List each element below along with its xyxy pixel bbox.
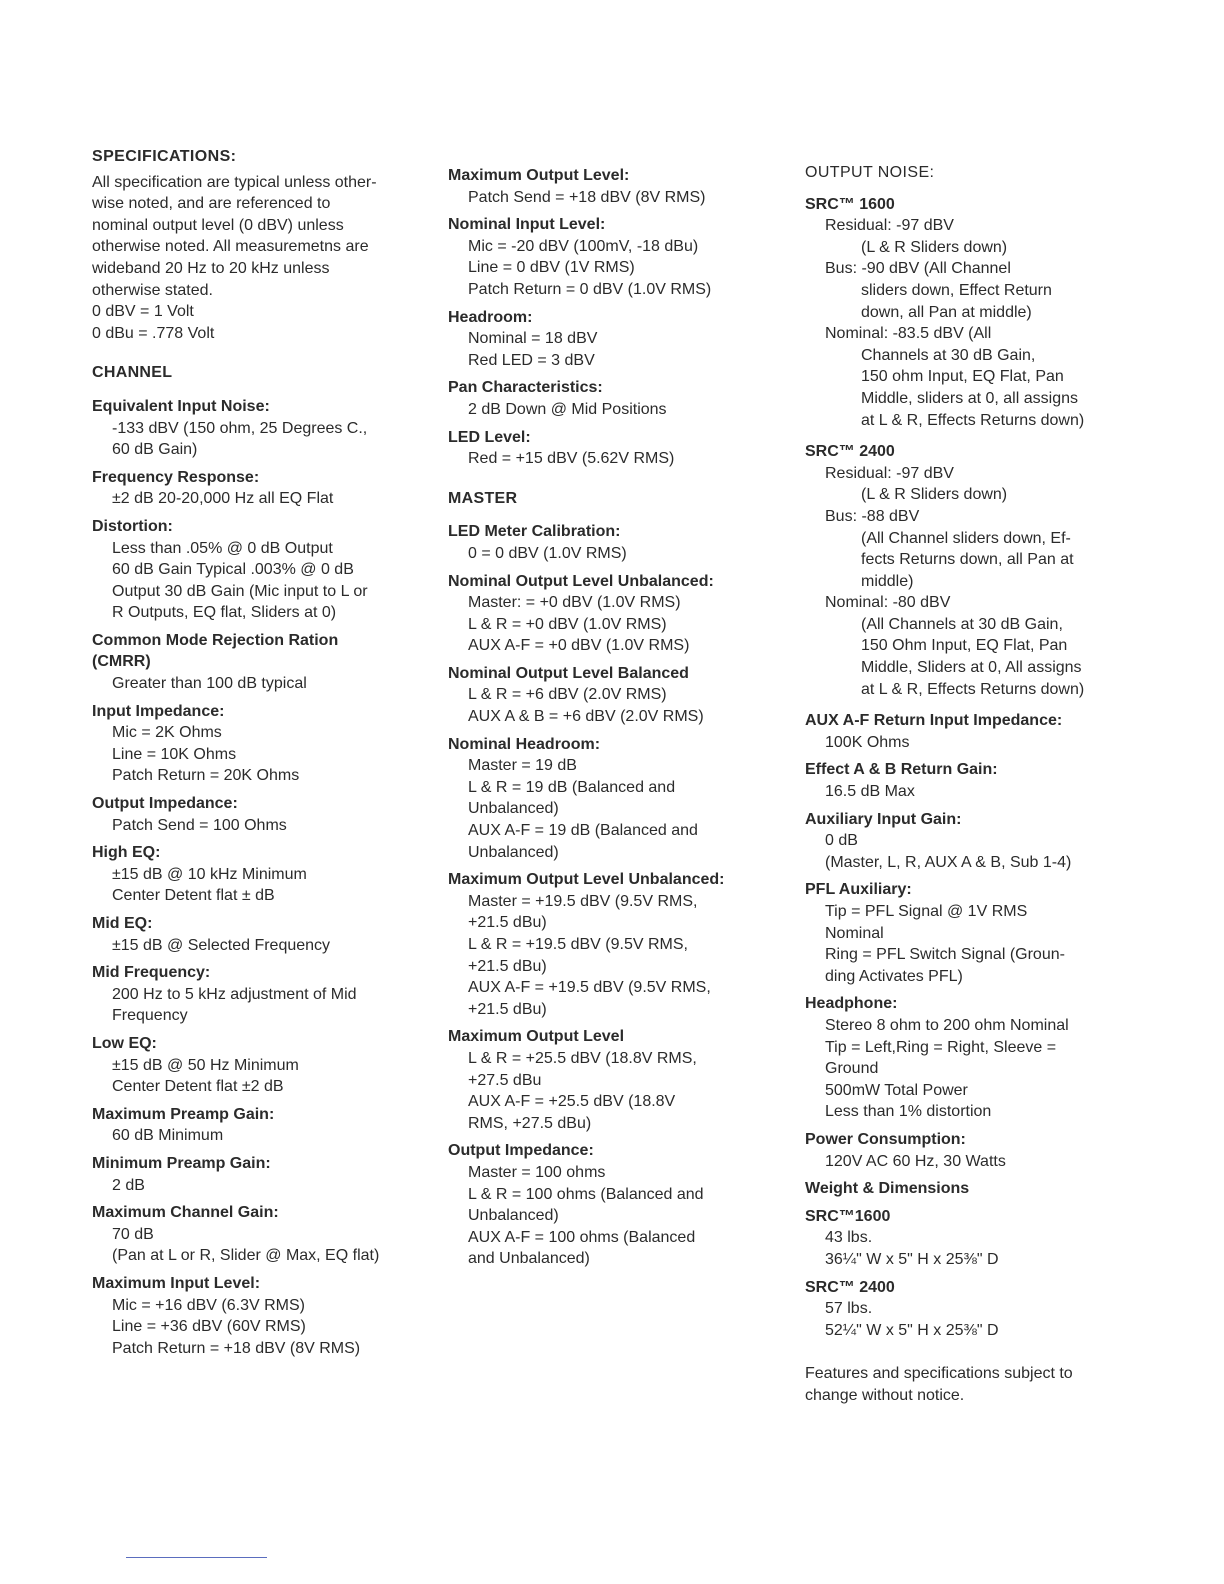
spec-heading: Maximum Preamp Gain: [92, 1105, 275, 1123]
spec-line: Unbalanced) [468, 800, 559, 818]
spec-line: AUX A-F = +0 dBV (1.0V RMS) [468, 637, 690, 655]
spec-heading: Distortion: [92, 517, 173, 535]
spec-section [92, 962, 437, 1027]
spec-heading: PFL Auxiliary: [805, 881, 912, 899]
spec-line: Patch Return = 20K Ohms [112, 767, 300, 785]
noise-line: middle) [861, 572, 914, 590]
column-1 [92, 146, 437, 1365]
spec-line: 57 lbs. [825, 1300, 873, 1318]
specifications-title: SPECIFICATIONS: [92, 148, 237, 165]
noise-line: Nominal: -83.5 dBV (All [825, 325, 992, 343]
spec-line: AUX A-F = +19.5 dBV (9.5V RMS, [468, 979, 711, 997]
spec-heading: Maximum Channel Gain: [92, 1204, 279, 1222]
spec-line: 52¼" W x 5" H x 25⅜" D [825, 1321, 999, 1339]
spec-line: Nominal = 18 dBV [468, 330, 598, 348]
spec-line: +27.5 dBu [468, 1071, 542, 1089]
spec-section [805, 1206, 1135, 1271]
intro-paragraph [92, 172, 437, 345]
noise-line: fects Returns down, all Pan at [861, 551, 1074, 569]
intro-line: 0 dBu = .778 Volt [92, 324, 215, 342]
spec-line: 36¼" W x 5" H x 25⅜" D [825, 1250, 999, 1268]
spec-heading: Auxiliary Input Gain: [805, 810, 962, 828]
spec-heading: Minimum Preamp Gain: [92, 1154, 271, 1172]
noise-block-src2400 [805, 441, 1135, 700]
spec-line: 500mW Total Power [825, 1081, 968, 1099]
spec-section [805, 1178, 1135, 1200]
spec-line: Red = +15 dBV (5.62V RMS) [468, 450, 675, 468]
spec-heading: SRC™1600 [805, 1207, 891, 1225]
spec-heading: AUX A-F Return Input Impedance: [805, 712, 1063, 730]
spec-section [448, 307, 778, 372]
spec-section [805, 879, 1135, 987]
spec-heading: SRC™ 1600 [805, 195, 895, 213]
spec-heading: Maximum Output Level Unbalanced: [448, 871, 725, 889]
noise-line: down, all Pan at middle) [861, 303, 1032, 321]
intro-line: otherwise stated. [92, 281, 213, 299]
spec-line: Frequency [112, 1007, 188, 1025]
spec-line: Greater than 100 dB typical [112, 675, 307, 693]
spec-line: and Unbalanced) [468, 1250, 590, 1268]
noise-line: Bus: -88 dBV [825, 507, 920, 525]
spec-heading: Frequency Response: [92, 468, 260, 486]
spec-line: +21.5 dBu) [468, 914, 547, 932]
spec-section [805, 993, 1135, 1123]
spec-section [805, 759, 1135, 802]
spec-section [448, 734, 778, 864]
intro-line: wise noted, and are referenced to [92, 195, 331, 213]
spec-section [92, 516, 437, 624]
spec-line: ±15 dB @ 50 Hz Minimum [112, 1056, 299, 1074]
spec-line: Tip = Left,Ring = Right, Sleeve = [825, 1038, 1057, 1056]
spec-line: ±15 dB @ 10 kHz Minimum [112, 865, 307, 883]
spec-line: Master = 100 ohms [468, 1163, 606, 1181]
spec-section [448, 521, 778, 564]
spec-line: -133 dBV (150 ohm, 25 Degrees C., [112, 419, 368, 437]
spec-heading: Maximum Output Level [448, 1028, 625, 1046]
spec-line: Mic = +16 dBV (6.3V RMS) [112, 1296, 305, 1314]
spec-line: Less than 1% distortion [825, 1103, 992, 1121]
noise-line: Residual: -97 dBV [825, 217, 954, 235]
noise-block-src1600 [805, 194, 1135, 432]
spec-heading: Pan Characteristics: [448, 379, 603, 397]
output-noise-title: OUTPUT NOISE: [805, 164, 935, 181]
spec-section [92, 1104, 437, 1147]
spec-line: R Outputs, EQ flat, Sliders at 0) [112, 604, 337, 622]
column-2 [448, 165, 778, 1276]
spec-line: +21.5 dBu) [468, 957, 547, 975]
spec-line: Master: = +0 dBV (1.0V RMS) [468, 594, 681, 612]
spec-line: Ring = PFL Switch Signal (Groun- [825, 946, 1065, 964]
spec-line: Mic = -20 dBV (100mV, -18 dBu) [468, 237, 699, 255]
spec-section [92, 1153, 437, 1196]
spec-section [92, 842, 437, 907]
spec-line: Less than .05% @ 0 dB Output [112, 539, 333, 557]
spec-line: AUX A-F = 100 ohms (Balanced [468, 1228, 696, 1246]
noise-line: Middle, sliders at 0, all assigns [861, 389, 1078, 407]
spec-line: Nominal [825, 924, 884, 942]
spec-line: Center Detent flat ± dB [112, 887, 275, 905]
spec-heading: Output Impedance: [92, 795, 238, 813]
spec-line: 2 dB Down @ Mid Positions [468, 400, 667, 418]
channel-heading: CHANNEL [92, 364, 173, 382]
intro-line: nominal output level (0 dBV) unless [92, 216, 344, 234]
spec-heading: Low EQ: [92, 1034, 157, 1052]
noise-line: 150 Ohm Input, EQ Flat, Pan [861, 637, 1068, 655]
spec-section [448, 165, 778, 208]
spec-heading: Nominal Headroom: [448, 735, 601, 753]
spec-heading: Mid Frequency: [92, 964, 211, 982]
spec-line: 60 dB Minimum [112, 1127, 224, 1145]
note-line: change without notice. [805, 1386, 965, 1404]
spec-line: 60 dB Gain Typical .003% @ 0 dB [112, 561, 354, 579]
intro-line: 0 dBV = 1 Volt [92, 303, 194, 321]
spec-line: 43 lbs. [825, 1229, 873, 1247]
spec-line: 16.5 dB Max [825, 783, 915, 801]
spec-heading: (CMRR) [92, 653, 151, 671]
spec-line: Tip = PFL Signal @ 1V RMS [825, 903, 1028, 920]
spec-heading: Nominal Input Level: [448, 216, 606, 234]
spec-section [448, 214, 778, 300]
spec-line: L & R = +25.5 dBV (18.8V RMS, [468, 1049, 697, 1067]
spec-heading: Effect A & B Return Gain: [805, 761, 998, 779]
spec-line: Center Detent flat ±2 dB [112, 1078, 284, 1096]
spec-line: L & R = 100 ohms (Balanced and [468, 1185, 704, 1203]
spec-line: L & R = 19 dB (Balanced and [468, 778, 676, 796]
spec-line: Unbalanced) [468, 843, 559, 861]
noise-line: sliders down, Effect Return [861, 281, 1052, 299]
spec-heading: Input Impedance: [92, 702, 225, 720]
spec-section [92, 1033, 437, 1098]
spec-section [448, 1140, 778, 1270]
spec-section [805, 1129, 1135, 1172]
spec-section [92, 630, 437, 695]
footer-rule [126, 1557, 267, 1558]
spec-line: ±2 dB 20-20,000 Hz all EQ Flat [112, 490, 334, 508]
spec-heading: Headphone: [805, 995, 898, 1013]
spec-line: Mic = 2K Ohms [112, 724, 222, 742]
spec-line: Line = +36 dBV (60V RMS) [112, 1318, 306, 1336]
spec-section [805, 1277, 1135, 1342]
spec-line: 200 Hz to 5 kHz adjustment of Mid [112, 985, 357, 1003]
noise-line: 150 ohm Input, EQ Flat, Pan [861, 368, 1064, 386]
spec-section [448, 869, 778, 1020]
spec-section [448, 571, 778, 657]
spec-line: ±15 dB @ Selected Frequency [112, 936, 331, 954]
spec-line: Ground [825, 1060, 879, 1078]
spec-line: L & R = +0 dBV (1.0V RMS) [468, 615, 667, 633]
spec-line: Line = 10K Ohms [112, 745, 237, 763]
spec-heading: Weight & Dimensions [805, 1180, 970, 1198]
spec-section [92, 467, 437, 510]
column-3 [805, 162, 1135, 1406]
noise-line: Residual: -97 dBV [825, 464, 954, 482]
spec-heading: Nominal Output Level Balanced [448, 664, 689, 682]
spec-line: AUX A-F = +25.5 dBV (18.8V [468, 1093, 676, 1111]
spec-section [92, 793, 437, 836]
intro-line: wideband 20 Hz to 20 kHz unless [92, 259, 330, 277]
spec-line: Patch Return = 0 dBV (1.0V RMS) [468, 280, 712, 298]
spec-line: Stereo 8 ohm to 200 ohm Nominal [825, 1016, 1069, 1034]
spec-line: Patch Send = 100 Ohms [112, 816, 287, 834]
spec-line: Master = 19 dB [468, 757, 577, 775]
spec-section [448, 427, 778, 470]
spec-line: 0 dB [825, 832, 858, 850]
spec-line: Red LED = 3 dBV [468, 351, 595, 369]
spec-section [805, 710, 1135, 753]
spec-line: 70 dB [112, 1225, 154, 1243]
spec-section [448, 377, 778, 420]
spec-heading: Output Impedance: [448, 1142, 594, 1160]
spec-line: AUX A & B = +6 dBV (2.0V RMS) [468, 708, 704, 726]
spec-heading: Maximum Output Level: [448, 167, 630, 184]
noise-line: (L & R Sliders down) [861, 486, 1008, 504]
spec-heading: LED Meter Calibration: [448, 523, 621, 541]
spec-section [805, 809, 1135, 874]
spec-line: L & R = +19.5 dBV (9.5V RMS, [468, 936, 688, 953]
spec-section [92, 913, 437, 956]
noise-line: at L & R, Effects Returns down) [861, 680, 1085, 698]
spec-line: ding Activates PFL) [825, 967, 963, 985]
spec-heading: LED Level: [448, 428, 531, 446]
spec-line: +21.5 dBu) [468, 1000, 547, 1018]
spec-line: 120V AC 60 Hz, 30 Watts [825, 1152, 1006, 1170]
spec-line: Line = 0 dBV (1V RMS) [468, 259, 635, 277]
spec-line: Patch Send = +18 dBV (8V RMS) [468, 188, 706, 206]
spec-heading: Nominal Output Level Unbalanced: [448, 572, 714, 590]
noise-line: (All Channels at 30 dB Gain, [861, 615, 1063, 633]
spec-section [92, 1202, 437, 1267]
spec-line: 60 dB Gain) [112, 441, 198, 459]
noise-line: Bus: -90 dBV (All Channel [825, 260, 1011, 278]
spec-heading: Mid EQ: [92, 915, 153, 932]
spec-line: Master = +19.5 dBV (9.5V RMS, [468, 892, 698, 910]
spec-line: RMS, +27.5 dBu) [468, 1114, 592, 1132]
spec-section [448, 663, 778, 728]
spec-line: AUX A-F = 19 dB (Balanced and [468, 822, 698, 840]
spec-heading: Maximum Input Level: [92, 1274, 261, 1292]
spec-line: (Pan at L or R, Slider @ Max, EQ flat) [112, 1247, 380, 1265]
spec-section [92, 1273, 437, 1359]
spec-heading: SRC™ 2400 [805, 1278, 895, 1296]
noise-line: (L & R Sliders down) [861, 238, 1008, 256]
noise-line: Channels at 30 dB Gain, [861, 346, 1036, 364]
disclaimer-note [805, 1363, 1135, 1406]
spec-line: Unbalanced) [468, 1207, 559, 1225]
spec-heading: Headroom: [448, 308, 533, 326]
noise-line: Middle, Sliders at 0, All assigns [861, 659, 1082, 677]
spec-line: 100K Ohms [825, 733, 910, 751]
spec-line: 0 = 0 dBV (1.0V RMS) [468, 544, 627, 562]
spec-line: 2 dB [112, 1176, 145, 1194]
note-line: Features and specifications subject to [805, 1365, 1073, 1383]
spec-heading: Power Consumption: [805, 1130, 966, 1148]
noise-line: Nominal: -80 dBV [825, 594, 951, 612]
spec-section [448, 1026, 778, 1134]
noise-line: at L & R, Effects Returns down) [861, 411, 1085, 429]
spec-heading: High EQ: [92, 844, 161, 862]
spec-heading: Equivalent Input Noise: [92, 397, 270, 415]
spec-line: (Master, L, R, AUX A & B, Sub 1-4) [825, 853, 1072, 871]
master-heading: MASTER [448, 489, 518, 507]
spec-line: Output 30 dB Gain (Mic input to L or [112, 582, 368, 600]
spec-heading: SRC™ 2400 [805, 443, 895, 461]
noise-line: (All Channel sliders down, Ef- [861, 529, 1071, 547]
spec-line: Patch Return = +18 dBV (8V RMS) [112, 1339, 361, 1357]
intro-line: otherwise noted. All measuremetns are [92, 238, 369, 256]
spec-section [92, 701, 437, 787]
spec-heading: Common Mode Rejection Ration [92, 631, 339, 649]
spec-line: L & R = +6 dBV (2.0V RMS) [468, 686, 667, 704]
intro-line: All specification are typical unless other- [92, 173, 377, 191]
spec-section [92, 396, 437, 461]
